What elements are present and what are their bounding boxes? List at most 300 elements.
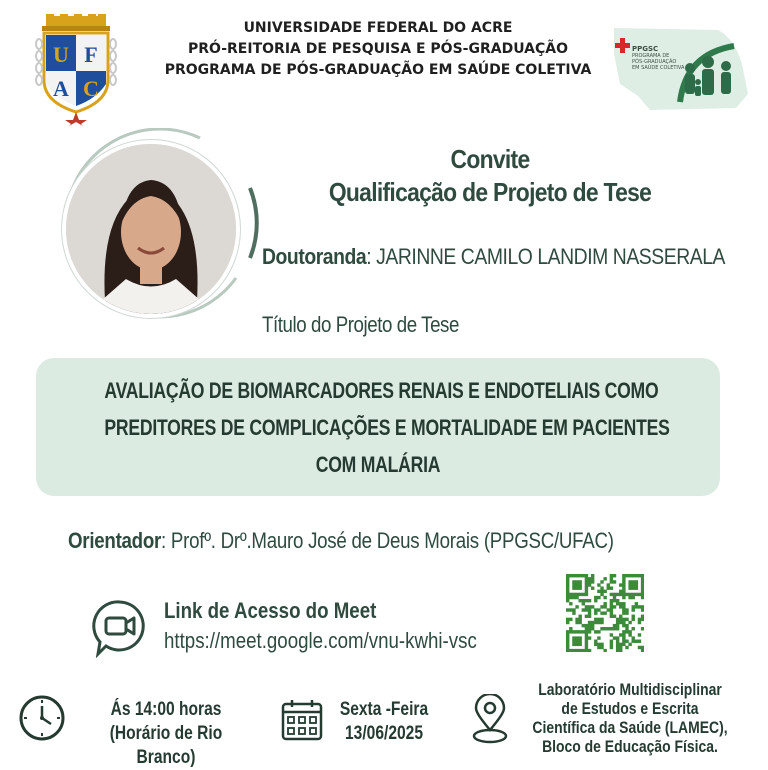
event-weekday: Sexta -Feira xyxy=(339,699,429,720)
qr-module xyxy=(607,583,610,586)
qr-module xyxy=(566,618,569,621)
qr-module xyxy=(622,624,625,627)
qr-module xyxy=(569,574,572,577)
qr-module xyxy=(566,580,569,583)
qr-module xyxy=(607,627,610,630)
qr-module xyxy=(641,618,644,621)
qr-module xyxy=(591,580,594,583)
qr-module xyxy=(582,649,585,652)
qr-module xyxy=(588,583,591,586)
qr-module xyxy=(600,621,603,624)
qr-module xyxy=(603,649,606,652)
qr-module xyxy=(632,615,635,618)
qr-module xyxy=(635,580,638,583)
qr-module xyxy=(591,605,594,608)
qr-module xyxy=(635,583,638,586)
qr-module xyxy=(582,593,585,596)
qr-module xyxy=(625,630,628,633)
qr-module xyxy=(613,615,616,618)
invite-title: Convite xyxy=(450,144,530,174)
qr-module xyxy=(594,618,597,621)
qr-module xyxy=(591,621,594,624)
qr-module xyxy=(572,586,575,589)
qr-module xyxy=(628,633,631,636)
qr-module xyxy=(591,574,594,577)
qr-module xyxy=(588,649,591,652)
qr-module xyxy=(641,574,644,577)
qr-module xyxy=(622,621,625,624)
qr-module xyxy=(613,596,616,599)
qr-module xyxy=(628,596,631,599)
qr-module xyxy=(594,621,597,624)
qr-module xyxy=(638,640,641,643)
qr-module xyxy=(585,646,588,649)
qr-module xyxy=(616,640,619,643)
qr-module xyxy=(582,602,585,605)
qr-module xyxy=(575,618,578,621)
qr-module xyxy=(575,586,578,589)
qr-module xyxy=(603,602,606,605)
qr-module xyxy=(578,640,581,643)
qr-module xyxy=(597,596,600,599)
qr-module xyxy=(622,608,625,611)
qr-module xyxy=(632,596,635,599)
qr-module xyxy=(641,583,644,586)
qr-module xyxy=(625,640,628,643)
qr-module xyxy=(566,643,569,646)
qr-module xyxy=(625,611,628,614)
qr-module xyxy=(575,649,578,652)
qr-module xyxy=(588,605,591,608)
qr-module xyxy=(600,618,603,621)
ufac-letter-u: U xyxy=(53,42,69,67)
qr-module xyxy=(616,646,619,649)
advisor-separator: : xyxy=(161,528,171,553)
qr-module xyxy=(641,649,644,652)
qr-module xyxy=(597,636,600,639)
qr-module xyxy=(578,649,581,652)
event-location-line-1: Laboratório Multidisciplinar xyxy=(538,680,722,699)
event-location xyxy=(523,680,736,756)
qr-module xyxy=(597,621,600,624)
qr-module xyxy=(641,586,644,589)
qr-module xyxy=(625,618,628,621)
qr-module xyxy=(588,599,591,602)
event-time-hour: Ás 14:00 horas xyxy=(110,699,222,720)
qr-module xyxy=(641,577,644,580)
qr-module xyxy=(610,599,613,602)
qr-module xyxy=(600,593,603,596)
invite-subtitle: Qualificação de Projeto de Tese xyxy=(328,177,652,207)
qr-module xyxy=(588,624,591,627)
qr-module xyxy=(578,615,581,618)
qr-module xyxy=(622,590,625,593)
project-title-line-2: PREDITORES DE COMPLICAÇÕES E MORTALIDADE EM PACIENTES xyxy=(104,415,670,440)
qr-module xyxy=(616,627,619,630)
qr-module xyxy=(610,580,613,583)
qr-module xyxy=(622,630,625,633)
student-separator: : xyxy=(366,244,377,269)
qr-module xyxy=(619,593,622,596)
qr-module xyxy=(622,586,625,589)
qr-module xyxy=(578,630,581,633)
qr-module xyxy=(591,627,594,630)
qr-module xyxy=(638,618,641,621)
event-day: 13/06/2025 xyxy=(345,723,423,744)
invite-heading xyxy=(314,143,666,209)
qr-module xyxy=(582,630,585,633)
qr-module xyxy=(613,636,616,639)
qr-module xyxy=(597,630,600,633)
qr-module xyxy=(613,605,616,608)
qr-module xyxy=(610,605,613,608)
advisor-name: Profº. Drº.Mauro José de Deus Morais (PPGSC/UFAC) xyxy=(170,528,614,553)
qr-module xyxy=(594,630,597,633)
qr-module xyxy=(566,590,569,593)
meet-link[interactable]: https://meet.google.com/vnu-kwhi-vsc xyxy=(164,628,477,653)
qr-module xyxy=(607,586,610,589)
qr-module xyxy=(569,627,572,630)
ufac-logo xyxy=(34,14,118,126)
qr-module xyxy=(575,593,578,596)
qr-module xyxy=(572,596,575,599)
qr-module xyxy=(616,621,619,624)
qr-module xyxy=(610,608,613,611)
qr-module xyxy=(597,590,600,593)
qr-module xyxy=(641,590,644,593)
qr-module xyxy=(572,636,575,639)
qr-module xyxy=(588,636,591,639)
student-label: Doutoranda xyxy=(262,244,367,269)
qr-module xyxy=(582,608,585,611)
qr-module xyxy=(613,599,616,602)
qr-module xyxy=(632,583,635,586)
qr-module xyxy=(607,608,610,611)
qr-module xyxy=(628,586,631,589)
qr-module xyxy=(585,640,588,643)
qr-module xyxy=(622,611,625,614)
qr-module xyxy=(585,593,588,596)
student-name: JARINNE CAMILO LANDIM NASSERALA xyxy=(376,244,726,269)
qr-module xyxy=(585,627,588,630)
qr-module xyxy=(616,599,619,602)
qr-module xyxy=(610,586,613,589)
qr-module xyxy=(585,643,588,646)
qr-module xyxy=(632,580,635,583)
qr-module xyxy=(566,640,569,643)
project-title-line-1: AVALIAÇÃO DE BIOMARCADORES RENAIS E ENDOTELIAIS COMO xyxy=(104,378,659,403)
qr-module xyxy=(610,593,613,596)
qr-module xyxy=(616,649,619,652)
qr-module xyxy=(575,630,578,633)
institution-header xyxy=(128,18,628,81)
qr-module xyxy=(578,574,581,577)
qr-module xyxy=(569,649,572,652)
ufac-letter-c: C xyxy=(83,76,99,101)
qr-module xyxy=(610,640,613,643)
qr-module xyxy=(566,574,569,577)
qr-module xyxy=(572,580,575,583)
qr-module xyxy=(613,593,616,596)
qr-module xyxy=(628,630,631,633)
qr-module xyxy=(566,646,569,649)
qr-module xyxy=(572,643,575,646)
qr-module xyxy=(616,618,619,621)
qr-module xyxy=(641,580,644,583)
qr-module xyxy=(566,583,569,586)
qr-module xyxy=(625,646,628,649)
qr-module xyxy=(613,580,616,583)
qr-module xyxy=(585,633,588,636)
advisor-line xyxy=(68,528,614,554)
qr-module xyxy=(591,586,594,589)
qr-module xyxy=(572,574,575,577)
qr-module xyxy=(569,602,572,605)
qr-module xyxy=(622,643,625,646)
qr-module xyxy=(641,627,644,630)
qr-module xyxy=(585,636,588,639)
event-time xyxy=(87,698,244,770)
qr-module xyxy=(610,574,613,577)
qr-module xyxy=(619,605,622,608)
qr-module xyxy=(597,643,600,646)
qr-module xyxy=(588,615,591,618)
qr-module xyxy=(622,602,625,605)
qr-module xyxy=(575,640,578,643)
qr-module xyxy=(603,577,606,580)
ppgsc-logo-text xyxy=(632,46,684,71)
qr-module xyxy=(635,574,638,577)
qr-module xyxy=(641,615,644,618)
qr-module xyxy=(569,593,572,596)
qr-module xyxy=(588,630,591,633)
qr-module xyxy=(622,577,625,580)
qr-module xyxy=(603,627,606,630)
event-date xyxy=(338,698,430,746)
qr-module xyxy=(597,608,600,611)
qr-module xyxy=(585,599,588,602)
qr-module xyxy=(572,649,575,652)
qr-module xyxy=(610,611,613,614)
qr-module xyxy=(588,580,591,583)
header-line-program: PROGRAMA DE PÓS-GRADUAÇÃO EM SAÚDE COLETIVA xyxy=(164,62,592,78)
qr-module xyxy=(585,608,588,611)
qr-module xyxy=(566,599,569,602)
qr-module xyxy=(597,618,600,621)
qr-module xyxy=(578,593,581,596)
qr-module xyxy=(632,608,635,611)
qr-module xyxy=(597,646,600,649)
qr-module xyxy=(585,590,588,593)
qr-module xyxy=(619,583,622,586)
qr-module xyxy=(585,649,588,652)
student-line xyxy=(262,244,725,270)
location-pin-icon xyxy=(470,694,510,746)
event-location-line-4: Bloco de Educação Física. xyxy=(542,737,718,756)
header-line-university: UNIVERSIDADE FEDERAL DO ACRE xyxy=(243,20,513,36)
qr-module xyxy=(603,596,606,599)
qr-module xyxy=(632,586,635,589)
qr-module xyxy=(628,583,631,586)
qr-module xyxy=(632,636,635,639)
qr-module xyxy=(585,583,588,586)
qr-module xyxy=(569,630,572,633)
qr-module xyxy=(628,643,631,646)
ufac-letter-a: A xyxy=(53,76,69,101)
qr-module xyxy=(635,640,638,643)
qr-module xyxy=(603,605,606,608)
qr-module xyxy=(625,627,628,630)
ppgsc-logo xyxy=(610,24,750,114)
qr-module xyxy=(585,574,588,577)
qr-module xyxy=(610,615,613,618)
ppgsc-logo-sub-3: EM SAÚDE COLETIVA xyxy=(632,65,685,71)
qr-module xyxy=(582,599,585,602)
qr-module xyxy=(578,636,581,639)
qr-module xyxy=(588,577,591,580)
qr-module xyxy=(619,646,622,649)
qr-module xyxy=(635,605,638,608)
project-title-label: Título do Projeto de Tese xyxy=(262,312,459,337)
qr-module xyxy=(638,621,641,624)
qr-module xyxy=(582,574,585,577)
qr-module xyxy=(610,577,613,580)
qr-module xyxy=(582,624,585,627)
qr-module xyxy=(622,574,625,577)
qr-module xyxy=(616,593,619,596)
qr-module xyxy=(600,646,603,649)
project-title-line-3: COM MALÁRIA xyxy=(315,452,441,477)
qr-module xyxy=(594,599,597,602)
qr-module xyxy=(585,586,588,589)
qr-module xyxy=(641,605,644,608)
qr-module xyxy=(594,640,597,643)
qr-module xyxy=(622,633,625,636)
student-photo-frame xyxy=(50,128,268,328)
qr-module xyxy=(616,636,619,639)
qr-code[interactable] xyxy=(566,574,644,652)
qr-module xyxy=(625,608,628,611)
header-line-proreitoria: PRÓ-REITORIA DE PESQUISA E PÓS-GRADUAÇÃO xyxy=(188,41,568,57)
qr-module xyxy=(613,627,616,630)
qr-module xyxy=(578,599,581,602)
qr-module xyxy=(632,605,635,608)
qr-module xyxy=(578,580,581,583)
qr-module xyxy=(619,649,622,652)
qr-module xyxy=(632,627,635,630)
calendar-icon xyxy=(280,698,324,742)
qr-module xyxy=(632,618,635,621)
qr-module xyxy=(569,608,572,611)
qr-module xyxy=(641,608,644,611)
qr-module xyxy=(569,596,572,599)
qr-module xyxy=(625,593,628,596)
qr-module xyxy=(622,580,625,583)
qr-module xyxy=(603,611,606,614)
qr-module xyxy=(591,624,594,627)
qr-module xyxy=(603,590,606,593)
qr-module xyxy=(610,633,613,636)
qr-module xyxy=(588,608,591,611)
qr-module xyxy=(566,586,569,589)
meet-label: Link de Acesso do Meet xyxy=(164,598,377,623)
qr-module xyxy=(619,633,622,636)
qr-module xyxy=(632,593,635,596)
qr-module xyxy=(628,580,631,583)
qr-module xyxy=(600,586,603,589)
qr-module xyxy=(622,640,625,643)
qr-module xyxy=(578,618,581,621)
qr-module xyxy=(616,602,619,605)
qr-module xyxy=(628,621,631,624)
qr-module xyxy=(575,605,578,608)
qr-module xyxy=(575,636,578,639)
qr-module xyxy=(635,602,638,605)
qr-module xyxy=(641,646,644,649)
qr-module xyxy=(619,602,622,605)
qr-module xyxy=(578,643,581,646)
advisor-label: Orientador xyxy=(68,528,162,553)
qr-module xyxy=(619,643,622,646)
event-time-zone: (Horário de Rio Branco) xyxy=(109,723,223,768)
qr-module xyxy=(610,643,613,646)
qr-module xyxy=(641,593,644,596)
qr-module xyxy=(597,583,600,586)
qr-module xyxy=(585,577,588,580)
qr-module xyxy=(610,646,613,649)
qr-module xyxy=(594,596,597,599)
qr-module xyxy=(575,596,578,599)
project-title xyxy=(104,372,670,483)
qr-module xyxy=(572,640,575,643)
qr-module xyxy=(575,621,578,624)
qr-module xyxy=(566,596,569,599)
qr-module xyxy=(578,586,581,589)
qr-module xyxy=(632,574,635,577)
qr-module xyxy=(566,649,569,652)
qr-module xyxy=(613,624,616,627)
qr-module xyxy=(575,643,578,646)
qr-module xyxy=(622,605,625,608)
qr-module xyxy=(635,586,638,589)
qr-module xyxy=(622,593,625,596)
qr-module xyxy=(613,574,616,577)
qr-module xyxy=(566,630,569,633)
qr-module xyxy=(635,593,638,596)
qr-module xyxy=(622,636,625,639)
video-camera-icon xyxy=(92,598,148,658)
qr-module xyxy=(619,621,622,624)
qr-module xyxy=(610,602,613,605)
qr-module xyxy=(591,577,594,580)
qr-module xyxy=(578,621,581,624)
qr-module xyxy=(585,624,588,627)
qr-module xyxy=(600,580,603,583)
qr-module xyxy=(585,605,588,608)
ufac-letter-f: F xyxy=(84,42,98,67)
qr-module xyxy=(569,618,572,621)
qr-module xyxy=(632,640,635,643)
qr-module xyxy=(641,596,644,599)
qr-module xyxy=(588,611,591,614)
qr-module xyxy=(600,590,603,593)
qr-module xyxy=(594,611,597,614)
qr-module xyxy=(578,583,581,586)
qr-module xyxy=(622,596,625,599)
qr-module xyxy=(566,577,569,580)
qr-module xyxy=(572,608,575,611)
qr-module xyxy=(588,627,591,630)
